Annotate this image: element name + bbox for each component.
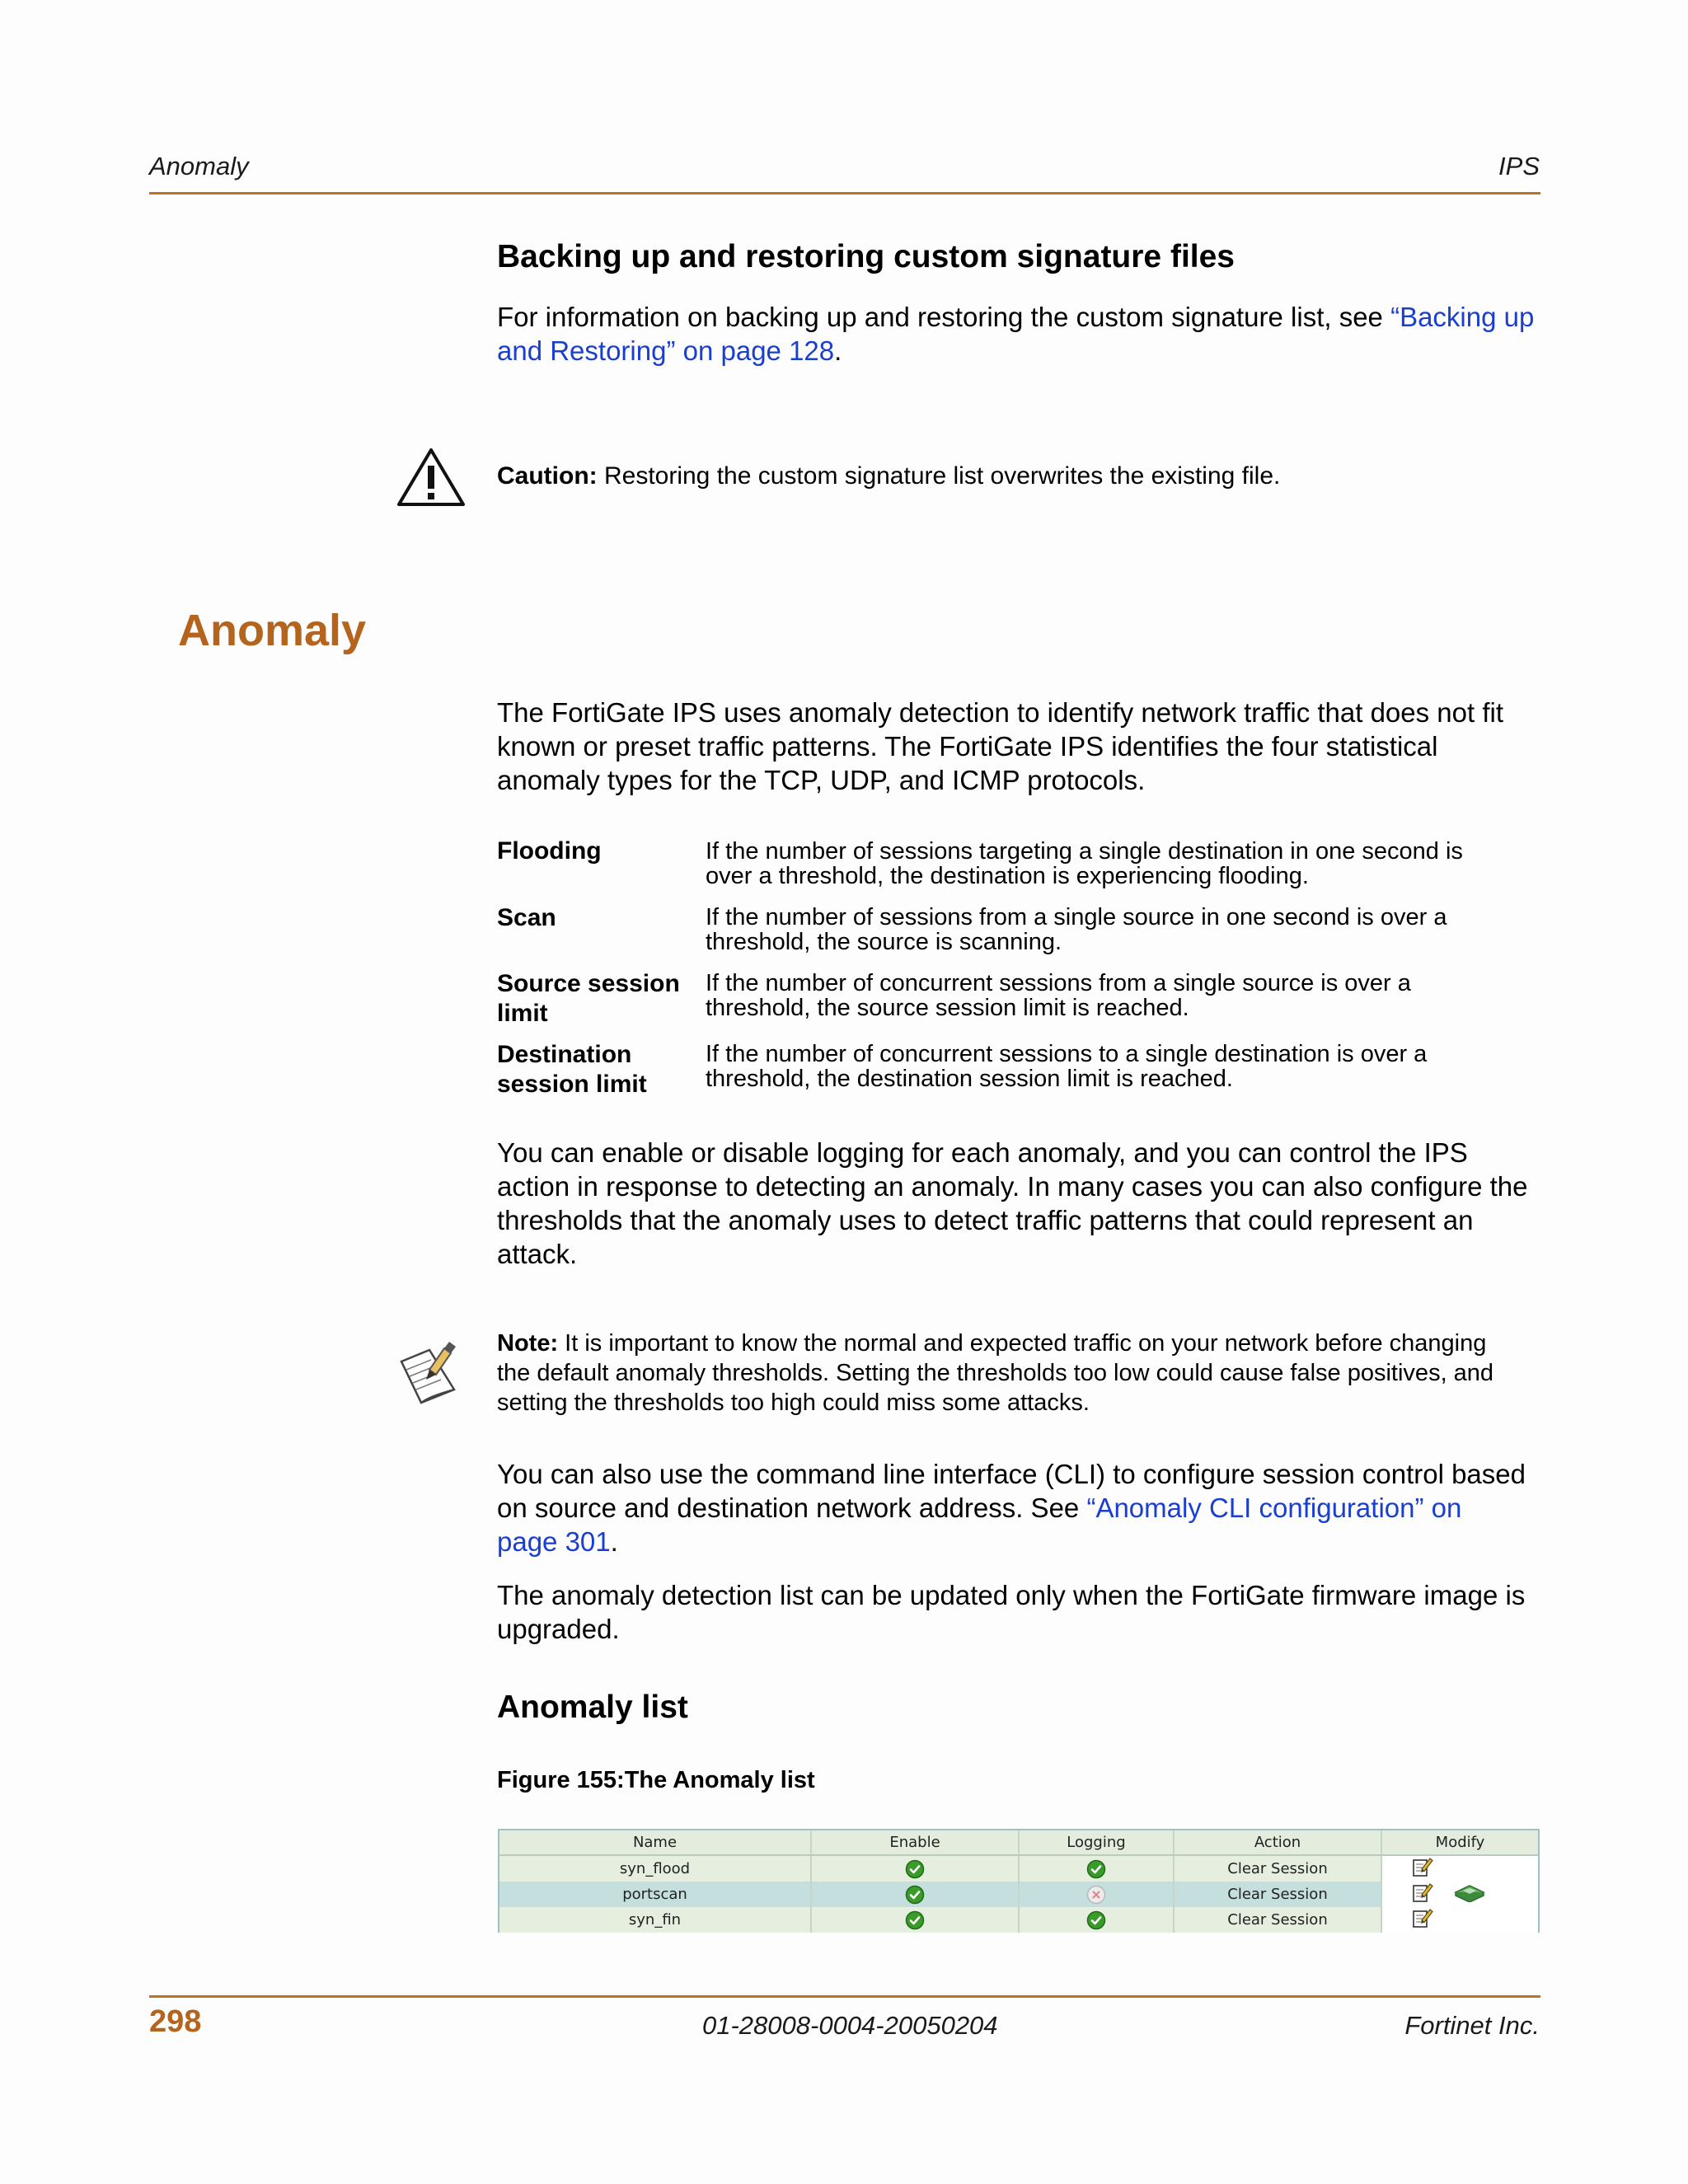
anomaly-action: Clear Session (1174, 1907, 1381, 1933)
caution-text: Caution: Restoring the custom signature list overwrites the existing file. (497, 462, 1281, 490)
anomaly-title: Anomaly (178, 606, 367, 655)
running-header-section: Anomaly (149, 152, 249, 180)
footer-rule (149, 1995, 1540, 1998)
anomaly-name: syn_flood (499, 1855, 811, 1882)
edit-icon[interactable] (1412, 1907, 1433, 1933)
anomaly-intro: The FortiGate IPS uses anomaly detection to identify network traffic that does not fit known or preset traffic patterns. The FortiGate IPS identifies the four statistical anomaly types for the TCP, UDP, and ICMP protocols. (497, 697, 1504, 795)
running-header-chapter: IPS (1498, 152, 1540, 180)
note-text: Note: It is important to know the normal and expected traffic on your network before changing the default anomaly thresholds. Setting the thresholds too low could cause false positives, and setting the thresholds too high could miss some attacks. (497, 1330, 1494, 1416)
figure-caption: Figure 155:The Anomaly list (497, 1767, 815, 1793)
company-name: Fortinet Inc. (1404, 2011, 1540, 2040)
document-id: 01-28008-0004-20050204 (702, 2011, 998, 2040)
anomaly-action: Clear Session (1174, 1855, 1381, 1882)
update-paragraph: The anomaly detection list can be updated only when the FortiGate firmware image is upgraded. (497, 1580, 1526, 1644)
anomaly-list-heading: Anomaly list (497, 1690, 688, 1725)
def-term-destination-session-limit: Destination session limit (497, 1041, 647, 1098)
column-header-name[interactable]: Name (499, 1830, 811, 1855)
table-row[interactable] (499, 1855, 1538, 1882)
edit-icon[interactable] (1412, 1882, 1433, 1907)
def-term-source-session-limit: Source session limit (497, 970, 680, 1027)
backup-link-cont[interactable]: and Restoring” on page 128 (497, 335, 835, 366)
note-icon (396, 1337, 464, 1406)
def-desc-destination-session-limit: If the number of concurrent sessions to a single destination is over a threshold, the destination session limit is reached. (706, 1041, 1428, 1092)
backup-link[interactable]: “Backing up (1390, 302, 1535, 332)
enabled-check-icon (905, 1885, 925, 1905)
caution-icon (396, 448, 466, 507)
def-term-flooding: Flooding (497, 837, 602, 865)
def-desc-flooding: If the number of sessions targeting a single destination in one second is over a threshold, the destination is experiencing flooding. (706, 838, 1463, 889)
column-header-action[interactable]: Action (1174, 1830, 1381, 1855)
logging-check-icon (1086, 1859, 1106, 1879)
header-rule (149, 192, 1540, 194)
def-desc-source-session-limit: If the number of concurrent sessions from a single source is over a threshold, the source session limit is reached. (706, 970, 1411, 1021)
logging-disabled-icon (1086, 1885, 1106, 1905)
cli-paragraph: You can also use the command line interface (CLI) to configure session control based on source and destination network address. See “Anomaly CLI configuration” on page 301. (497, 1459, 1526, 1557)
table-row[interactable] (499, 1907, 1538, 1933)
column-header-enable[interactable]: Enable (811, 1830, 1019, 1855)
cli-config-link[interactable]: “Anomaly CLI configuration” on (1086, 1493, 1462, 1523)
edit-icon[interactable] (1412, 1856, 1433, 1882)
column-header-logging[interactable]: Logging (1019, 1830, 1174, 1855)
def-desc-scan: If the number of sessions from a single source in one second is over a threshold, the source is scanning. (706, 904, 1447, 955)
threshold-unit-icon[interactable] (1453, 1882, 1486, 1906)
anomaly-name: syn_fin (499, 1907, 811, 1933)
def-term-scan: Scan (497, 904, 556, 931)
backup-paragraph: For information on backing up and restoring the custom signature list, see “Backing up and Restoring” on page 128. (497, 302, 1535, 366)
anomaly-list-table (498, 1829, 1540, 1933)
column-header-modify: Modify (1381, 1830, 1538, 1855)
anomaly-action: Clear Session (1174, 1882, 1381, 1907)
table-header-row (499, 1830, 1538, 1855)
enabled-check-icon (905, 1910, 925, 1930)
cli-config-link-cont[interactable]: page 301 (497, 1526, 611, 1557)
anomaly-name: portscan (499, 1882, 811, 1907)
logging-check-icon (1086, 1910, 1106, 1930)
table-row[interactable] (499, 1882, 1538, 1907)
backup-heading: Backing up and restoring custom signature files (497, 239, 1236, 274)
logging-paragraph: You can enable or disable logging for each anomaly, and you can control the IPS action in response to detecting an anomaly. In many cases you can also configure the thresholds that the anomaly uses to detect traffic patterns that could represent an attack. (497, 1137, 1528, 1269)
page-number: 298 (149, 2004, 202, 2039)
enabled-check-icon (905, 1859, 925, 1879)
